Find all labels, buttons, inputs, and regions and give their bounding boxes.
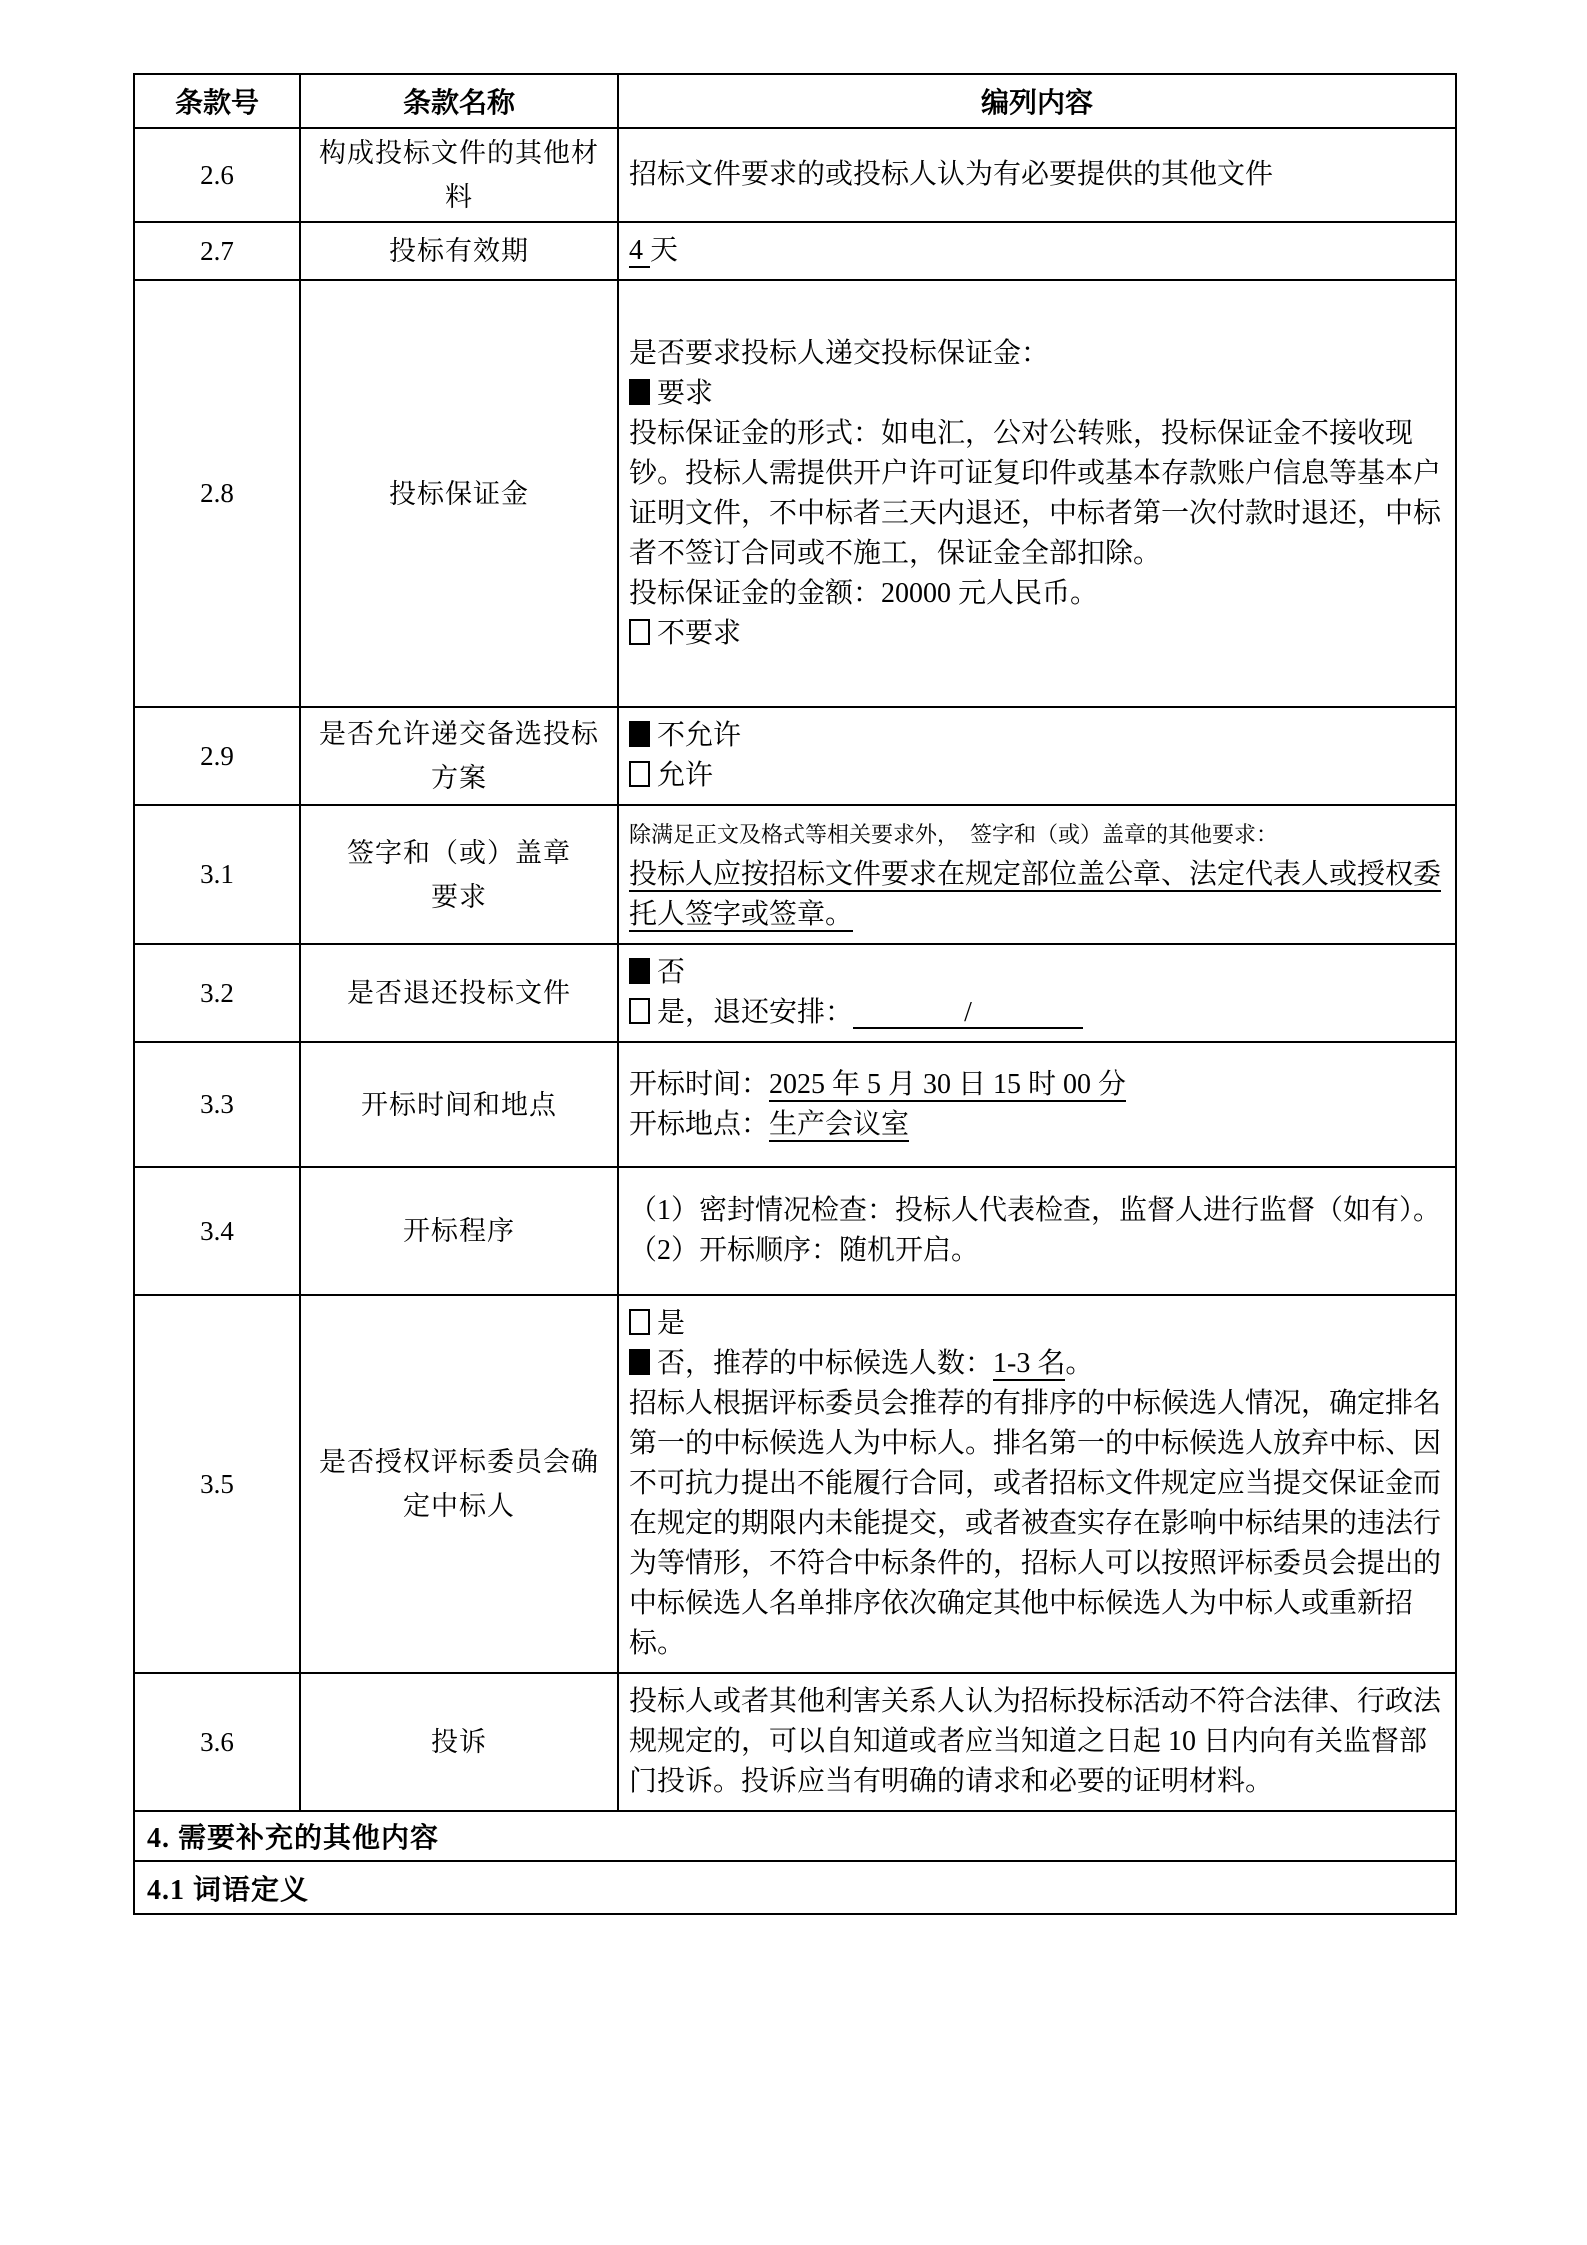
content-line [629,334,1445,374]
text-segment: 是否要求投标人递交投标保证金： [629,337,1050,369]
checkbox-empty-icon [629,761,650,787]
text-segment: 不要求 [657,617,742,649]
table-header-row [134,74,1456,128]
text-segment: 允许 [657,760,714,791]
clause-content-cell [618,128,1456,222]
text-segment: 天 [650,235,679,266]
clause-content-cell [618,1042,1456,1167]
clause-name-cell: 开标时间和地点 [300,1042,618,1167]
checkbox-filled-icon [629,958,650,984]
clause-content-cell [618,1167,1456,1295]
text-segment: 否 [657,957,686,988]
content-line [629,1191,1445,1231]
content-line [629,756,1445,796]
content-line [629,155,1445,195]
table-row [134,280,1456,707]
content-line [629,414,1445,574]
text-segment: 招标人根据评标委员会推荐的有排序的中标候选人情况，确定排名第一的中标候选人为中标人。排名第一的中标候选人放弃中标、因不可抗力提出不能履行合同，或者招标文件规定应当提交保证金而在规定的期限内未能提交，或者被查实存在影响中标结果的违法行为等情形，不符合中标条件的，招标人可以按照评标委员会提出的中标候选人名单排序依次确定其他中标候选人为中标人或重新招标。 [629,1388,1442,1659]
clause-name-cell: 签字和（或）盖章 要求 [300,805,618,944]
content-line [629,1065,1445,1105]
clause-no-cell: 3.6 [134,1673,300,1811]
text-segment: / [853,998,1083,1029]
content-line [629,1304,1445,1344]
content-line [629,1105,1445,1145]
clause-no-cell: 3.1 [134,805,300,944]
clause-content-cell [618,707,1456,805]
header-clause-content: 编列内容 [618,74,1456,128]
checkbox-empty-icon [629,1309,650,1335]
checkbox-filled-icon [629,721,650,747]
section-heading-cell: 4.1 词语定义 [134,1861,1456,1914]
text-segment: 招标文件要求的或投标人认为有必要提供的其他文件 [629,159,1274,190]
text-segment: （2）开标顺序：随机开启。 [629,1235,980,1266]
content-line [629,1384,1445,1664]
checkbox-filled-icon [629,1349,650,1375]
clause-no-cell: 2.6 [134,128,300,222]
content-line [629,231,1445,271]
table-row [134,128,1456,222]
text-segment: 开标时间： [629,1068,770,1100]
text-segment: 投标保证金的金额：20000 元人民币。 [629,577,1099,609]
text-segment: 不允许 [657,720,742,751]
clause-name-cell: 投标有效期 [300,222,618,280]
clause-no-cell: 3.4 [134,1167,300,1295]
table-row [134,944,1456,1042]
text-segment: 生产会议室 [769,1108,910,1140]
checkbox-empty-icon [629,998,650,1024]
table-row [134,1042,1456,1167]
text-segment: 1-3 名 [993,1348,1066,1379]
clause-name-cell: 构成投标文件的其他材 料 [300,128,618,222]
text-segment: 要求 [657,377,714,409]
clause-name-cell: 是否授权评标委员会确 定中标人 [300,1295,618,1673]
text-segment: 投标保证金的形式：如电汇，公对公转账，投标保证金不接收现钞。投标人需提供开户许可证复印件或基本存款账户信息等基本户证明文件，不中标者三天内退还，中标者第一次付款时退还，中标者不签订合同或不施工，保证金全部扣除。 [629,417,1442,569]
table-row [134,222,1456,280]
content-line [629,374,1445,414]
clause-content-cell [618,1295,1456,1673]
text-segment: 是 [657,1308,686,1339]
clause-no-cell: 3.5 [134,1295,300,1673]
clause-content-cell [618,805,1456,944]
clause-no-cell: 2.9 [134,707,300,805]
text-segment: 否，推荐的中标候选人数： [657,1348,994,1379]
section-heading-cell: 4. 需要补充的其他内容 [134,1811,1456,1861]
checkbox-empty-icon [629,619,650,645]
header-clause-no: 条款号 [134,74,300,128]
header-clause-name: 条款名称 [300,74,618,128]
text-segment: 投标人或者其他利害关系人认为招标投标活动不符合法律、行政法规规定的，可以自知道或者应当知道之日起 10 日内向有关监督部门投诉。投诉应当有明确的请求和必要的证明材料。 [629,1686,1442,1797]
clause-name-cell: 开标程序 [300,1167,618,1295]
clause-no-cell: 3.3 [134,1042,300,1167]
clause-no-cell: 2.7 [134,222,300,280]
clause-content-cell [618,944,1456,1042]
clause-content-cell [618,1673,1456,1811]
text-segment: 是，退还安排： [657,997,854,1028]
text-segment: 2025 年 5 月 30 日 15 时 00 分 [769,1068,1127,1100]
table-row [134,1295,1456,1673]
content-line [629,993,1445,1033]
table-row [134,1167,1456,1295]
content-line [629,614,1445,654]
text-segment: 。 [1065,1348,1094,1379]
text-segment: 投标人应按招标文件要求在规定部位盖公章、法定代表人或授权委托人签字或签章。 [629,859,1442,930]
text-segment: 4 [629,235,650,266]
clause-name-cell: 是否允许递交备选投标 方案 [300,707,618,805]
content-line [629,953,1445,993]
clause-no-cell: 2.8 [134,280,300,707]
clause-name-cell: 投标保证金 [300,280,618,707]
text-segment: 除满足正文及格式等相关要求外， 签字和（或）盖章的其他要求： [629,822,1279,847]
table-footer-row [134,1861,1456,1914]
text-segment: （1）密封情况检查：投标人代表检查，监督人进行监督（如有）。 [629,1195,1442,1226]
clause-no-cell: 3.2 [134,944,300,1042]
clause-content-cell [618,222,1456,280]
clauses-table [133,73,1457,1915]
table-footer-row [134,1811,1456,1861]
content-line [629,716,1445,756]
table-row [134,707,1456,805]
checkbox-filled-icon [629,379,650,405]
table-row [134,1673,1456,1811]
clause-name-cell: 是否退还投标文件 [300,944,618,1042]
clause-name-cell: 投诉 [300,1673,618,1811]
content-line [629,1231,1445,1271]
clause-content-cell [618,280,1456,707]
content-line [629,814,1445,855]
content-line [629,855,1445,935]
text-segment: 开标地点： [629,1108,770,1140]
content-line [629,574,1445,614]
content-line [629,1344,1445,1384]
content-line [629,1682,1445,1802]
table-row [134,805,1456,944]
